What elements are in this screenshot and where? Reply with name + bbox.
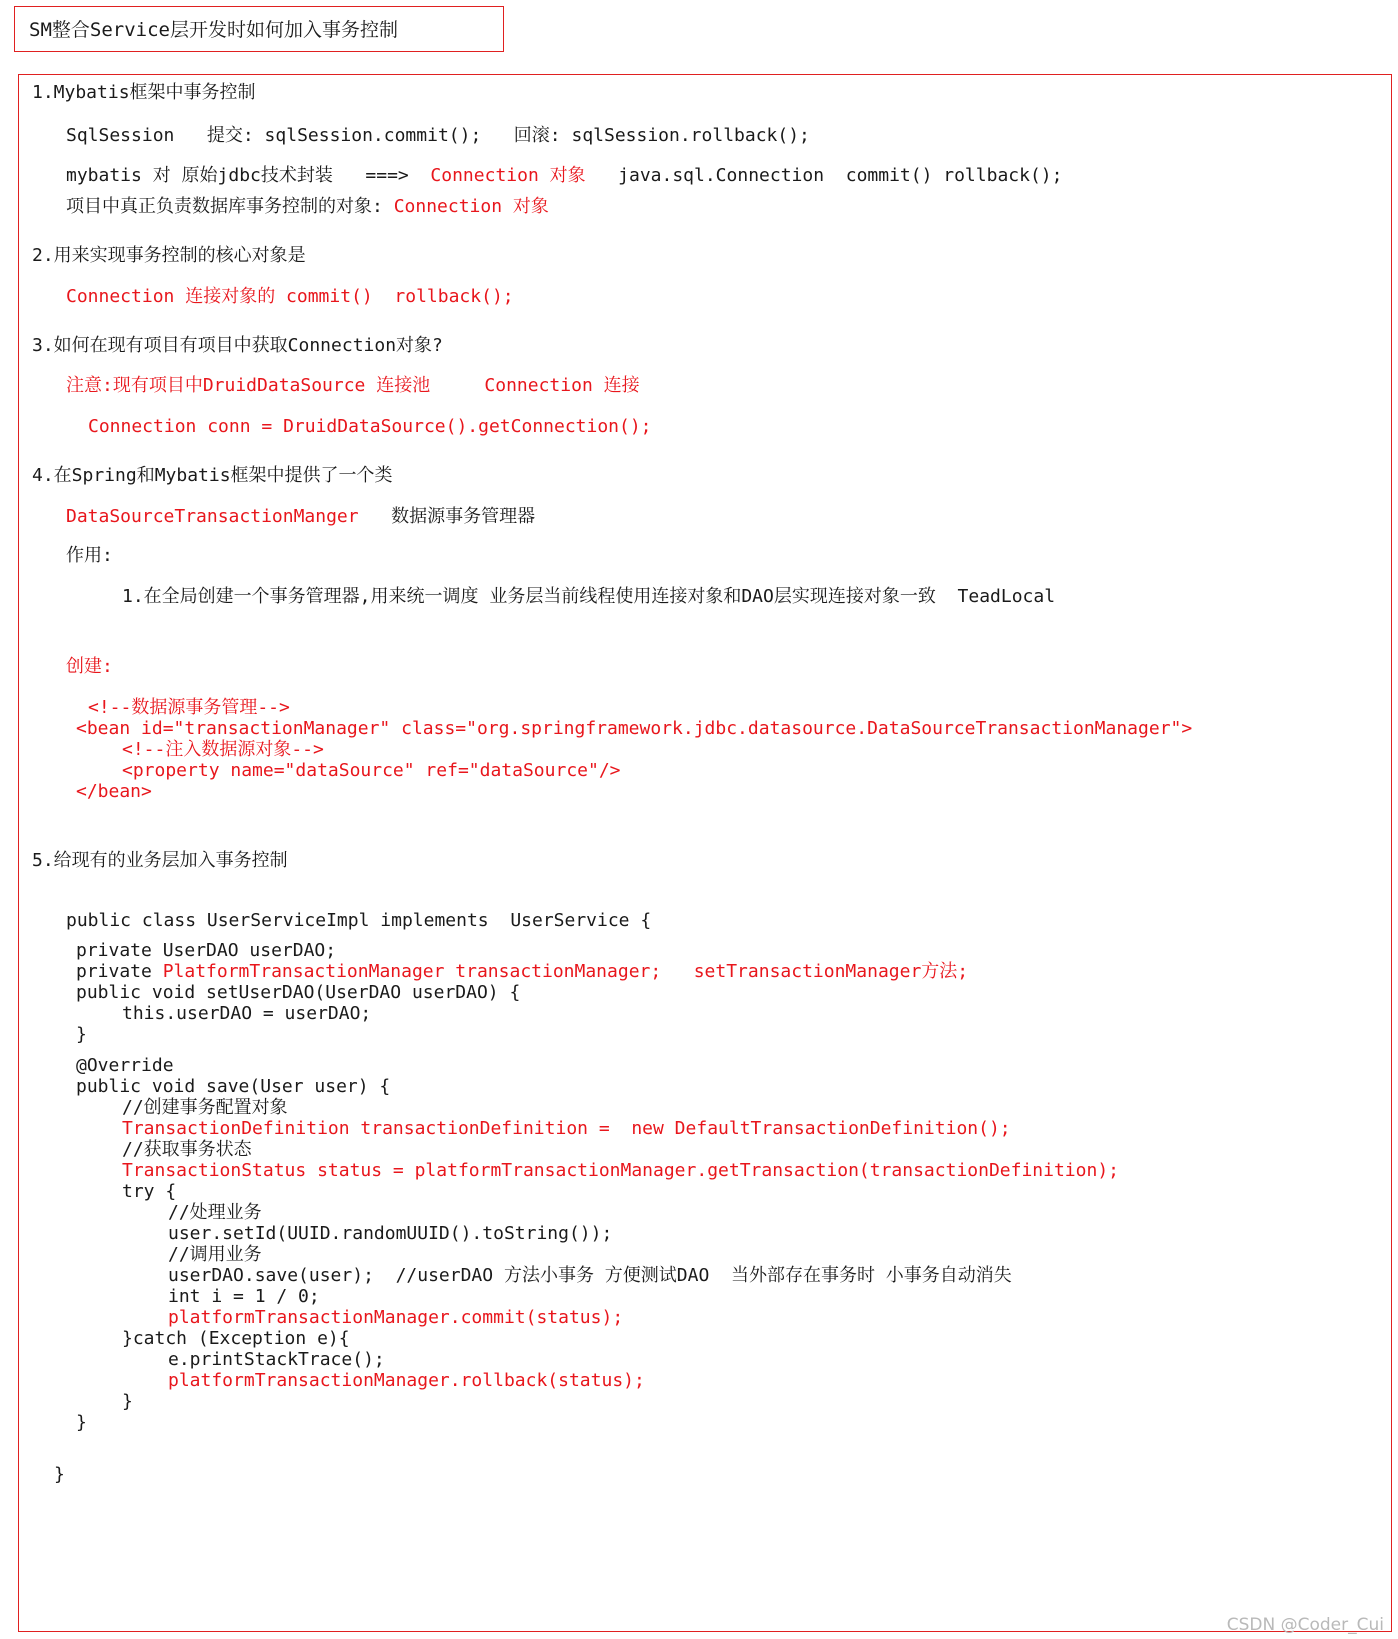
code-comment: //调用业务 [168, 1244, 262, 1265]
code-line: userDAO.save(user); //userDAO 方法小事务 方便测试DAO 当外部存在事务时 小事务自动消失 [168, 1265, 1012, 1286]
code-line: public void save(User user) { [76, 1076, 391, 1097]
connection-object-text: Connection 对象 [430, 165, 586, 186]
code-line: }catch (Exception e){ [122, 1328, 350, 1349]
code-line: public void setUserDAO(UserDAO userDAO) { [76, 982, 521, 1003]
code-line: } [76, 1412, 87, 1433]
section5-heading: 5.给现有的业务层加入事务控制 [32, 850, 288, 871]
section1-project-line [66, 196, 549, 218]
code-highlight: TransactionStatus status = platformTransactionManager.getTransaction(transactionDefinition); [122, 1160, 1119, 1181]
xml-line: <!--注入数据源对象--> [122, 739, 324, 760]
section1-heading: 1.Mybatis框架中事务控制 [32, 82, 256, 103]
code-line: this.userDAO = userDAO; [122, 1003, 372, 1024]
code-line: int i = 1 / 0; [168, 1286, 320, 1307]
code-highlight: TransactionDefinition transactionDefinition = new DefaultTransactionDefinition(); [122, 1118, 1011, 1139]
code-line: } [76, 1024, 87, 1045]
section3-heading: 3.如何在现有项目有项目中获取Connection对象? [32, 335, 443, 356]
mybatis-text: mybatis 对 原始jdbc技术封装 ===> [66, 165, 431, 186]
code-highlight: PlatformTransactionManager transactionManager; setTransactionManager方法; [162, 961, 969, 982]
section2-line: Connection 连接对象的 commit() rollback(); [66, 286, 514, 307]
xml-line: <bean id="transactionManager" class="org.springframework.jdbc.datasource.DataSourceTransactionManager"> [76, 718, 1193, 739]
code-line: e.printStackTrace(); [168, 1349, 385, 1370]
code-comment: //获取事务状态 [122, 1139, 252, 1160]
code-comment: //处理业务 [168, 1202, 262, 1223]
section1-mybatis-line [66, 165, 1062, 187]
page-title: SM整合Service层开发时如何加入事务控制 [14, 6, 504, 52]
section3-note: 注意:现有项目中DruidDataSource 连接池 Connection 连接 [66, 375, 640, 396]
section2-heading: 2.用来实现事务控制的核心对象是 [32, 245, 306, 266]
code-highlight: platformTransactionManager.commit(status); [168, 1307, 624, 1328]
section4-role-label: 作用: [66, 545, 113, 566]
xml-line: <!--数据源事务管理--> [88, 697, 290, 718]
code-keyword: private [76, 961, 163, 982]
jdbc-connection-text: java.sql.Connection commit() rollback(); [585, 165, 1063, 186]
class-desc-text: 数据源事务管理器 [358, 506, 536, 527]
watermark: CSDN @Coder_Cui [1226, 1615, 1384, 1635]
connection-object-text-2: Connection 对象 [393, 196, 549, 217]
code-line: } [122, 1391, 133, 1412]
project-object-text: 项目中真正负责数据库事务控制的对象: [66, 196, 394, 217]
section4-class-line [66, 506, 535, 528]
code-highlight: platformTransactionManager.rollback(status); [168, 1370, 645, 1391]
code-line: try { [122, 1181, 177, 1202]
xml-line: <property name="dataSource" ref="dataSource"/> [122, 760, 621, 781]
code-line [76, 961, 968, 983]
section4-heading: 4.在Spring和Mybatis框架中提供了一个类 [32, 465, 393, 486]
xml-line: </bean> [76, 781, 152, 802]
code-line: private UserDAO userDAO; [76, 940, 337, 961]
section1-sqlsession-line: SqlSession 提交: sqlSession.commit(); 回滚: sqlSession.rollback(); [66, 125, 810, 146]
section4-role-desc: 1.在全局创建一个事务管理器,用来统一调度 业务层当前线程使用连接对象和DAO层实现连接对象一致 TeadLocal [122, 586, 1056, 607]
code-comment: //创建事务配置对象 [122, 1097, 288, 1118]
code-line: @Override [76, 1055, 174, 1076]
code-line: public class UserServiceImpl implements UserService { [66, 910, 652, 931]
class-name-text: DataSourceTransactionManger [66, 506, 359, 527]
section4-create-label: 创建: [66, 656, 113, 677]
code-line: user.setId(UUID.randomUUID().toString()); [168, 1223, 613, 1244]
code-line: } [54, 1464, 65, 1485]
section3-code: Connection conn = DruidDataSource().getConnection(); [88, 416, 652, 437]
